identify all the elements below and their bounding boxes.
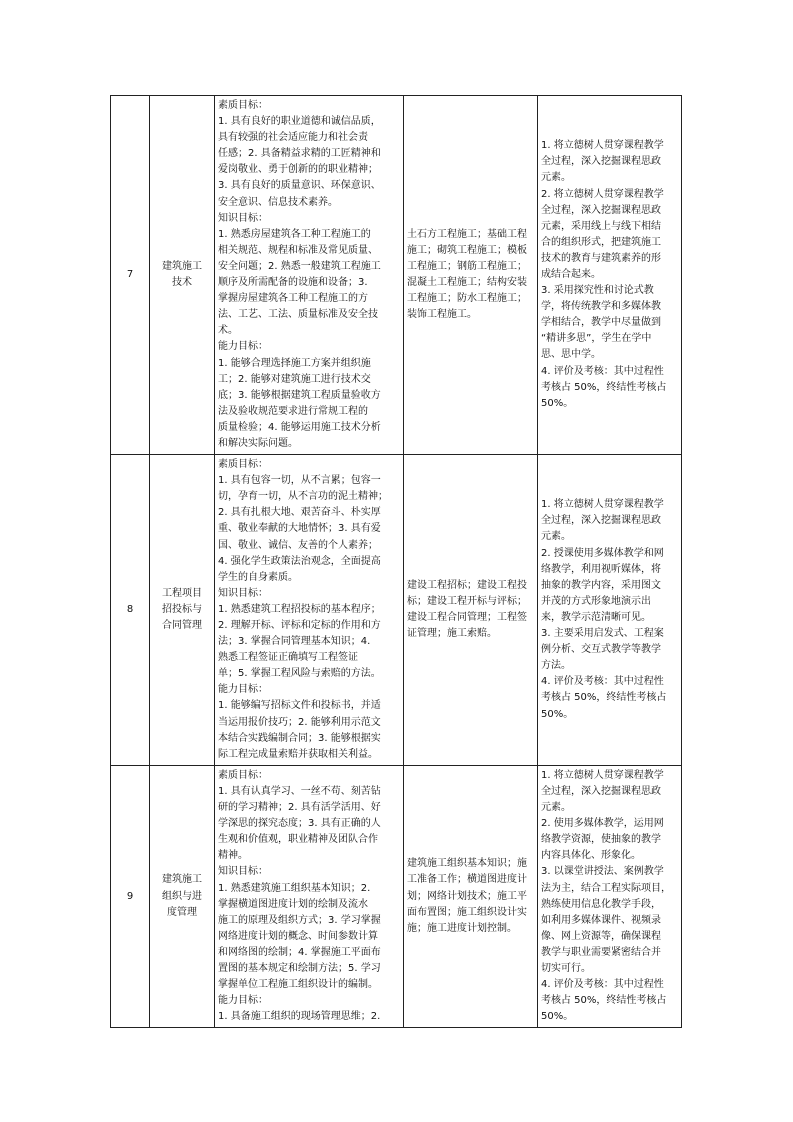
text-line: 切，孕育一切，从不言功的泥土精神； xyxy=(218,491,388,503)
text-line: 网络进度计划的概念、时间参数计算 xyxy=(218,930,378,942)
text-line: 置图的基本规定和绘制方法；5. 学习 xyxy=(218,962,381,974)
text-line: 并茂的方式形象地演示出 xyxy=(541,595,651,607)
text-line: 和解决实际问题。 xyxy=(218,437,298,449)
text-line: 能力目标： xyxy=(218,995,268,1007)
text-line: 全过程，深入挖掘课程思政 xyxy=(541,785,661,797)
text-line: 学，将传统教学和多媒体教 xyxy=(541,301,661,313)
text-line: 单；5. 掌握工程风险与索赔的方法。 xyxy=(218,668,381,680)
text-line: 顺序及所需配备的设施和设备；3. xyxy=(218,277,368,289)
text-line: 学深思的探究态度；3. 具有正确的人 xyxy=(218,818,381,830)
text-line: 1. 将立德树人贯穿课程教学 xyxy=(541,140,664,152)
course-content xyxy=(404,455,538,766)
text-line: 法；3. 掌握合同管理基本知识；4. xyxy=(218,636,371,648)
text-line: 元素。 xyxy=(541,531,571,543)
course-name-line: 工程项目 xyxy=(162,587,202,599)
text-line: 混凝土工程施工；结构安装 xyxy=(407,277,527,289)
text-line: 法为主，结合工程实际项目， xyxy=(541,882,671,894)
text-line: 证管理；施工索赔。 xyxy=(407,628,497,640)
text-line: 掌握房屋建筑各工种工程施工的方 xyxy=(218,293,368,305)
text-line: 来，教学示范清晰可见。 xyxy=(541,611,651,623)
text-line: 元素。 xyxy=(541,802,571,814)
text-line: 知识目标： xyxy=(218,866,268,878)
text-line: 4. 评价及考核：其中过程性 xyxy=(541,979,664,991)
course-content xyxy=(404,765,538,1028)
course-name xyxy=(150,765,215,1028)
text-line: 2. 理解开标、评标和定标的作用和方 xyxy=(218,620,381,631)
text-line: 1. 能够合理选择施工方案并组织施 xyxy=(218,357,371,369)
table-row xyxy=(111,96,682,455)
text-line: 施；施工进度计划控制。 xyxy=(407,922,517,934)
text-line: 技术的教育与建筑素养的形 xyxy=(541,252,661,264)
text-line: 思、思中学。 xyxy=(541,349,601,361)
course-name-line: 招投标与 xyxy=(162,603,202,615)
text-line: 合的组织形式，把建筑施工 xyxy=(541,236,661,248)
text-line: 如利用多媒体课件、视频录 xyxy=(541,914,661,926)
text-line: 1. 熟悉建筑施工组织基本知识；2. xyxy=(218,882,371,894)
text-line: 熟悉工程签证正确填写工程签证 xyxy=(218,652,358,664)
text-line: 考核占 50%，终结性考核占 xyxy=(541,381,667,393)
teaching-method xyxy=(538,765,682,1028)
text-line: 工；2. 能够对建筑施工进行技术交 xyxy=(218,373,371,385)
text-line: 安全意识、信息技术素养。 xyxy=(218,196,338,208)
table-row xyxy=(111,455,682,766)
text-line: 学生的自身素质。 xyxy=(218,571,298,583)
text-line: 当运用报价技巧；2. 能够利用示范文 xyxy=(218,716,381,728)
row-number: 9 xyxy=(111,765,150,1028)
text-line: 像、网上资源等，确保课程 xyxy=(541,930,661,942)
text-line: 安全问题；2. 熟悉一般建筑工程施工 xyxy=(218,260,381,272)
text-line: 4. 强化学生政策法治观念，全面提高 xyxy=(218,555,381,567)
text-line: 1. 熟悉房屋建筑各工种工程施工的 xyxy=(218,228,371,240)
text-line: 络教学资源，使抽象的教学 xyxy=(541,834,661,846)
text-line: 3. 主要采用启发式、工程案 xyxy=(541,628,664,640)
text-line: 50%。 xyxy=(541,1011,574,1023)
course-goals xyxy=(215,455,404,766)
text-line: 4. 评价及考核：其中过程性 xyxy=(541,365,664,377)
text-line: 学相结合，教学中尽量做到 xyxy=(541,317,661,329)
text-line: 建设工程招标；建设工程投 xyxy=(407,579,527,591)
text-line: 元素。 xyxy=(541,172,571,184)
text-line: 质量检验；4. 能够运用施工技术分析 xyxy=(218,421,381,433)
text-line: 1. 具有良好的职业道德和诚信品质， xyxy=(218,116,381,128)
course-name xyxy=(150,96,215,455)
text-line: 例分析、交互式教学等教学 xyxy=(541,644,661,656)
course-name xyxy=(150,455,215,766)
teaching-method xyxy=(538,96,682,455)
text-line: 素质目标： xyxy=(218,100,268,111)
text-line: 具有较强的社会适应能力和社会责 xyxy=(218,132,368,144)
text-line: 际工程完成量索赔并获取相关利益。 xyxy=(218,748,378,760)
text-line: 2. 具有扎根大地、艰苦奋斗、朴实厚 xyxy=(218,507,381,519)
text-line: 50%。 xyxy=(541,397,574,409)
text-line: 1. 具备施工组织的现场管理思维；2. xyxy=(218,1011,381,1023)
text-line: 底；3. 能够根据建筑工程质量验收方 xyxy=(218,389,381,401)
table-row xyxy=(111,765,682,1028)
course-name-line: 技术 xyxy=(172,277,192,289)
text-line: 任感；2. 具备精益求精的工匠精神和 xyxy=(218,148,381,160)
text-line: 施工的原理及组织方式；3. 学习掌握 xyxy=(218,914,381,926)
text-line: 研的学习精神；2. 具有活学活用、好 xyxy=(218,802,381,814)
text-line: 3. 以课堂讲授法、案例教学 xyxy=(541,866,664,878)
text-line: 相关规范、规程和标准及常见质量、 xyxy=(218,244,378,256)
text-line: 内容具体化、形象化。 xyxy=(541,850,641,862)
text-line: 知识目标： xyxy=(218,587,268,599)
course-goals xyxy=(215,96,404,455)
course-goals xyxy=(215,765,404,1028)
text-line: 50%。 xyxy=(541,708,574,720)
text-line: 掌握单位工程施工组织设计的编制。 xyxy=(218,979,378,991)
text-line: 络教学，利用视听媒体，将 xyxy=(541,563,661,575)
text-line: 国、敬业、诚信、友善的个人素养； xyxy=(218,539,378,551)
text-line: 工准备工作；横道图进度计 xyxy=(407,874,527,886)
text-line: 考核占 50%，终结性考核占 xyxy=(541,692,667,704)
text-line: 素质目标： xyxy=(218,769,268,781)
text-line: 3. 采用探究性和讨论式教 xyxy=(541,285,654,297)
text-line: 精神。 xyxy=(218,850,248,862)
text-line: 1. 能够编写招标文件和投标书，并适 xyxy=(218,700,381,712)
text-line: 生观和价值观，职业精神及团队合作 xyxy=(218,834,378,846)
text-line: 元素，采用线上与线下相结 xyxy=(541,220,661,232)
text-line: 方法。 xyxy=(541,660,571,672)
text-line: 工程施工；防水工程施工； xyxy=(407,293,527,305)
text-line: 2. 授课使用多媒体教学和网 xyxy=(541,547,664,559)
course-name-line: 合同管理 xyxy=(162,620,202,631)
course-table xyxy=(110,95,682,1028)
text-line: 法、工艺、工法、质量标准及安全技 xyxy=(218,309,378,321)
course-content xyxy=(404,96,538,455)
text-line: 素质目标： xyxy=(218,459,268,471)
text-line: 4. 评价及考核：其中过程性 xyxy=(541,676,664,688)
text-line: 全过程，深入挖掘课程思政 xyxy=(541,156,661,168)
text-line: 知识目标： xyxy=(218,212,268,224)
text-line: 考核占 50%，终结性考核占 xyxy=(541,995,667,1007)
text-line: 教学与职业需要紧密结合并 xyxy=(541,946,661,958)
text-line: 能力目标： xyxy=(218,341,268,353)
text-line: 抽象的教学内容，采用图文 xyxy=(541,579,661,591)
text-line: 掌握横道图进度计划的绘制及流水 xyxy=(218,898,368,910)
text-line: 重、敬业奉献的大地情怀；3. 具有爱 xyxy=(218,523,381,535)
text-line: 2. 使用多媒体教学，运用网 xyxy=(541,818,664,830)
text-line: 1. 将立德树人贯穿课程教学 xyxy=(541,769,664,781)
text-line: 土石方工程施工；基础工程 xyxy=(407,228,527,240)
text-line: 1. 将立德树人贯穿课程教学 xyxy=(541,499,664,511)
text-line: 全过程，深入挖掘课程思政 xyxy=(541,515,661,527)
text-line: 法及验收规范要求进行常规工程的 xyxy=(218,405,368,417)
text-line: “精讲多思”，学生在学中 xyxy=(541,333,652,345)
text-line: 1. 熟悉建筑工程招投标的基本程序； xyxy=(218,603,381,615)
teaching-method xyxy=(538,455,682,766)
text-line: 面布置图；施工组织设计实 xyxy=(407,906,527,918)
text-line: 爱岗敬业、勇于创新的的职业精神； xyxy=(218,164,378,176)
text-line: 和网络图的绘制；4. 掌握施工平面布 xyxy=(218,946,381,958)
course-name-line: 度管理 xyxy=(167,906,197,918)
text-line: 切实可行。 xyxy=(541,962,591,974)
text-line: 全过程，深入挖掘课程思政 xyxy=(541,204,661,216)
text-line: 划；网络计划技术；施工平 xyxy=(407,890,527,902)
text-line: 1. 具有包容一切，从不言累；包容一 xyxy=(218,475,381,487)
course-name-line: 建筑施工 xyxy=(162,874,202,886)
text-line: 能力目标： xyxy=(218,684,268,696)
text-line: 工程施工；钢筋工程施工； xyxy=(407,260,527,272)
text-line: 建设工程合同管理；工程签 xyxy=(407,611,527,623)
text-line: 建筑施工组织基本知识；施 xyxy=(407,858,527,870)
row-number: 8 xyxy=(111,455,150,766)
text-line: 成结合起来。 xyxy=(541,268,601,280)
text-line: 熟练使用信息化教学手段， xyxy=(541,898,661,910)
course-name-line: 建筑施工 xyxy=(162,260,202,272)
text-line: 1. 具有认真学习、一丝不苟、刻苦钻 xyxy=(218,785,381,797)
text-line: 施工；砌筑工程施工；模板 xyxy=(407,244,527,256)
text-line: 术。 xyxy=(218,325,238,337)
text-line: 2. 将立德树人贯穿课程教学 xyxy=(541,188,664,200)
text-line: 标；建设工程开标与评标； xyxy=(407,595,527,607)
text-line: 3. 具有良好的质量意识、环保意识、 xyxy=(218,180,381,192)
text-line: 本结合实践编制合同；3. 能够根据实 xyxy=(218,732,381,744)
row-number: 7 xyxy=(111,96,150,455)
course-name-line: 组织与进 xyxy=(162,890,202,902)
text-line: 装饰工程施工。 xyxy=(407,309,477,321)
